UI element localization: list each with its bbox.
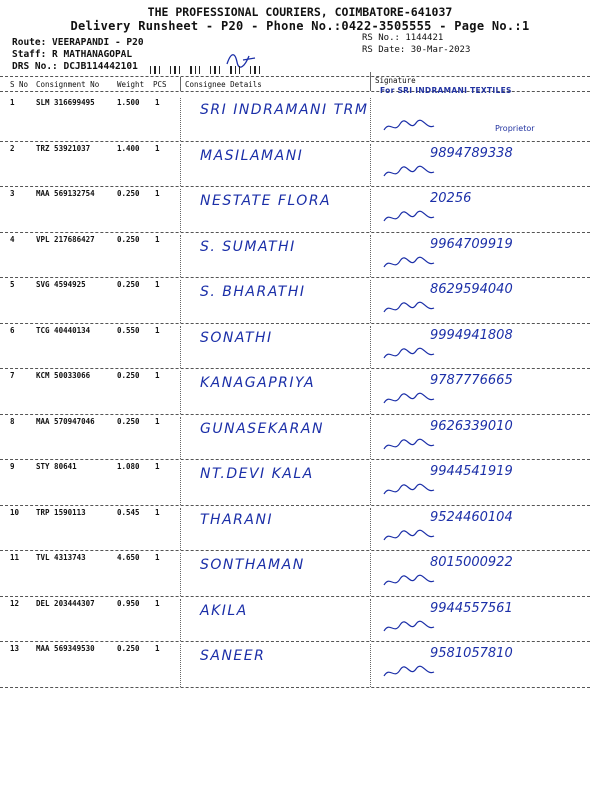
col-divider: [180, 326, 181, 369]
row-weight: 1.080: [117, 462, 140, 471]
row-sno: 11: [10, 553, 20, 562]
row-signature: 9994941808: [430, 327, 513, 343]
row-pcs: 1: [155, 98, 160, 107]
row-pcs: 1: [155, 143, 160, 153]
col-divider: [180, 189, 181, 232]
row-divider: [0, 459, 590, 460]
col-divider: [370, 326, 371, 369]
col-divider: [180, 417, 181, 460]
col-divider: [370, 599, 371, 642]
col-divider: [180, 599, 181, 642]
table-row: [0, 553, 600, 599]
table-row: [0, 644, 600, 690]
col-sno: S No: [10, 80, 29, 89]
row-weight: 0.550: [117, 325, 140, 335]
row-divider: [0, 277, 590, 278]
row-divider: [0, 232, 590, 233]
row-weight: 0.250: [117, 234, 140, 244]
row-divider: [0, 550, 590, 551]
row-divider: [0, 141, 590, 142]
col-divider: [180, 77, 181, 91]
row-sno: 5: [10, 280, 15, 289]
row-divider: [0, 596, 590, 597]
row-sno: 12: [10, 598, 20, 608]
header-divider: [0, 76, 590, 77]
row-divider: [0, 368, 590, 369]
col-divider: [370, 72, 371, 91]
row-sno: 9: [10, 462, 15, 471]
row-consignee: SANEER: [200, 648, 266, 664]
row-weight: 0.250: [117, 189, 140, 198]
row-consignee: SONATHI: [200, 329, 273, 346]
signature-scribble-icon: [382, 573, 437, 591]
row-consignee: THARANI: [200, 511, 274, 528]
col-divider: [180, 462, 181, 505]
runsheet-subtitle: Delivery Runsheet - P20 - Phone No.:0422-3505555 - Page No.:1: [70, 19, 530, 33]
table-row: [0, 417, 600, 463]
row-sno: 8: [10, 416, 15, 426]
row-divider: [0, 641, 590, 642]
table-row: [0, 508, 600, 554]
row-weight: 0.250: [117, 280, 140, 289]
row-sno: 10: [10, 507, 20, 517]
signature-scribble-icon: [382, 300, 437, 318]
row-weight: 0.950: [117, 598, 140, 608]
row-signature: 9894789338: [430, 145, 513, 161]
row-pcs: 1: [155, 644, 160, 653]
row-sno: 13: [10, 644, 20, 653]
col-divider: [370, 98, 371, 141]
row-weight: 0.545: [117, 507, 140, 517]
signature-scribble-icon: [382, 209, 437, 227]
signature-scribble-icon: [382, 664, 437, 682]
signature-scribble-icon: [382, 482, 437, 500]
row-pcs: 1: [155, 325, 160, 335]
col-pcs: PCS: [153, 80, 167, 89]
drs-label: DRS No.: DCJB114442101: [12, 61, 138, 72]
row-consignment-no: TRZ 53921037: [36, 143, 91, 153]
row-consignment-no: TVL 4313743: [36, 553, 86, 562]
row-pcs: 1: [155, 416, 160, 426]
row-divider: [0, 687, 590, 688]
row-sno: 1: [10, 98, 15, 107]
col-divider: [370, 508, 371, 551]
col-divider: [180, 371, 181, 414]
row-signature: 9524460104: [430, 509, 513, 525]
row-consignment-no: KCM 50033066: [36, 371, 91, 380]
col-signature: Signature: [375, 76, 416, 85]
row-pcs: 1: [155, 234, 160, 244]
table-row: [0, 98, 600, 144]
signature-scribble-icon: [382, 118, 437, 136]
row-signature: 9964709919: [430, 236, 513, 252]
row-sno: 7: [10, 371, 15, 380]
row-consignee: GUNASEKARAN: [200, 420, 324, 437]
row-consignee: S. SUMATHI: [200, 238, 296, 255]
table-row: [0, 326, 600, 372]
row-signature: 9626339010: [430, 418, 513, 434]
col-divider: [180, 553, 181, 596]
row-weight: 4.650: [117, 553, 140, 562]
signature-scribble-icon: [382, 346, 437, 364]
barcode-icon: [150, 66, 270, 74]
row-sno: 6: [10, 325, 15, 335]
signature-scribble-icon: [382, 164, 437, 182]
col-divider: [370, 280, 371, 323]
row-pcs: 1: [155, 598, 160, 608]
rs-number: RS No.: 1144421: [362, 33, 444, 43]
row-consignment-no: STY 80641: [36, 462, 77, 471]
row-sno: 3: [10, 189, 15, 198]
table-row: [0, 462, 600, 508]
row-pcs: 1: [155, 462, 160, 471]
company-stamp: For SRI INDRAMANI TEXTILES: [380, 86, 512, 95]
row-consignment-no: MAA 569349530: [36, 644, 95, 653]
signature-scribble-icon: [382, 528, 437, 546]
signature-scribble-icon: [382, 391, 437, 409]
row-consignee: AKILA: [200, 602, 248, 619]
row-signature: 9581057810: [430, 646, 513, 661]
row-sno: 2: [10, 143, 15, 153]
row-pcs: 1: [155, 507, 160, 517]
row-consignment-no: SVG 4594925: [36, 280, 86, 289]
col-divider: [180, 144, 181, 187]
col-divider: [180, 280, 181, 323]
col-divider: [370, 417, 371, 460]
company-title: THE PROFESSIONAL COURIERS, COIMBATORE-641037: [147, 5, 453, 19]
row-pcs: 1: [155, 189, 160, 198]
table-row: [0, 371, 600, 417]
row-pcs: 1: [155, 553, 160, 562]
rs-date: RS Date: 30-Mar-2023: [362, 45, 471, 55]
row-sno: 4: [10, 234, 15, 244]
row-signature: 8015000922: [430, 555, 513, 570]
col-weight: Weight: [117, 80, 145, 89]
signature-scribble-icon: [382, 619, 437, 637]
row-consignee: NESTATE FLORA: [200, 193, 332, 209]
col-divider: [180, 644, 181, 687]
row-consignment-no: TRP 1590113: [36, 507, 86, 517]
row-weight: 0.250: [117, 416, 140, 426]
row-consignee: SONTHAMAN: [200, 557, 305, 573]
col-divider: [180, 235, 181, 278]
row-divider: [0, 323, 590, 324]
row-consignee: S. BHARATHI: [200, 284, 306, 300]
col-consignee: Consignee Details: [185, 80, 262, 89]
signature-scribble-icon: [382, 255, 437, 273]
table-row: [0, 235, 600, 281]
row-consignee: KANAGAPRIYA: [200, 375, 316, 391]
row-weight: 0.250: [117, 644, 140, 653]
row-consignment-no: MAA 569132754: [36, 189, 95, 198]
table-row: [0, 189, 600, 235]
col-divider: [370, 144, 371, 187]
col-divider: [370, 235, 371, 278]
row-divider: [0, 505, 590, 506]
row-signature: 20256: [430, 191, 472, 206]
row-signature: 9787776665: [430, 373, 513, 388]
row-consignment-no: TCG 40440134: [36, 325, 91, 335]
staff-label: Staff: R MATHANAGOPAL: [12, 49, 133, 60]
row-divider: [0, 414, 590, 415]
row-weight: 0.250: [117, 371, 140, 380]
route-label: Route: VEERAPANDI - P20: [12, 37, 144, 48]
row-weight: 1.500: [117, 98, 140, 107]
row-consignment-no: SLM 316699495: [36, 98, 95, 107]
row-pcs: 1: [155, 280, 160, 289]
row-consignee: MASILAMANI: [200, 147, 304, 164]
col-divider: [180, 98, 181, 141]
table-row: [0, 280, 600, 326]
col-divider: [180, 508, 181, 551]
row-consignment-no: VPL 217686427: [36, 234, 95, 244]
table-row: [0, 599, 600, 645]
row-consignment-no: MAA 570947046: [36, 416, 95, 426]
stamp-role: Proprietor: [495, 124, 535, 133]
row-consignment-no: DEL 203444307: [36, 598, 95, 608]
col-divider: [370, 644, 371, 687]
row-signature: 8629594040: [430, 282, 513, 297]
row-weight: 1.400: [117, 143, 140, 153]
row-consignee: NT.DEVI KALA: [200, 466, 314, 482]
row-consignee: SRI INDRAMANI TRM: [200, 102, 369, 118]
col-divider: [370, 462, 371, 505]
row-pcs: 1: [155, 371, 160, 380]
row-signature: 9944557561: [430, 600, 513, 616]
col-consignment: Consignment No: [36, 80, 100, 89]
col-divider: [370, 371, 371, 414]
col-divider: [370, 189, 371, 232]
row-divider: [0, 186, 590, 187]
table-row: [0, 144, 600, 190]
signature-scribble-icon: [382, 437, 437, 455]
row-signature: 9944541919: [430, 464, 513, 479]
col-divider: [370, 553, 371, 596]
